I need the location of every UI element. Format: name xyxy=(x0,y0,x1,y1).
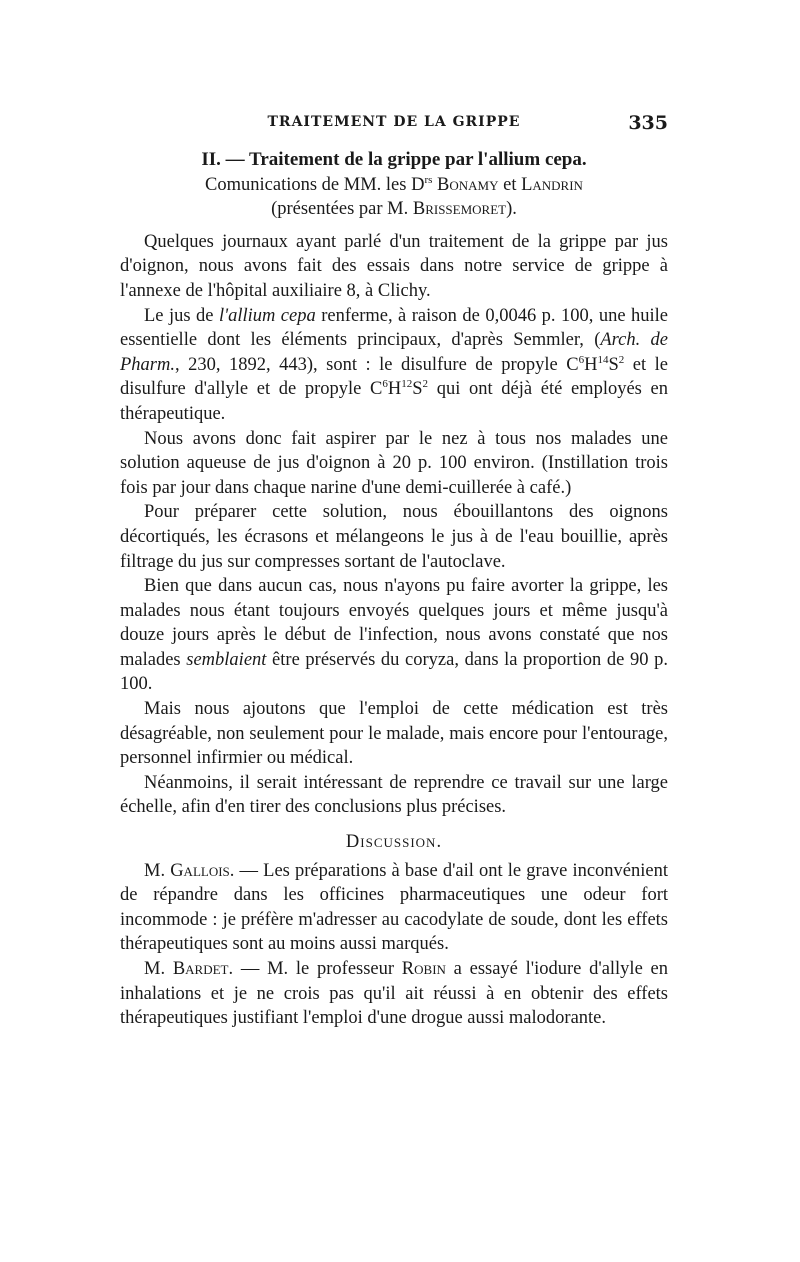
p2-n: 12 xyxy=(401,378,413,391)
speaker-gallois: M. Gallois. xyxy=(144,860,235,881)
p2-l: 6 xyxy=(382,378,388,391)
presenter-brissemoret: Brissemoret xyxy=(412,199,507,220)
byline-conj: et xyxy=(498,174,522,195)
p5-c: être préservés du coryza, dans la proportion de 90 p. 100. xyxy=(120,649,668,695)
bardet-a: — M. le professeur xyxy=(233,959,402,979)
p2-arch-pharm: Arch. de Pharm. xyxy=(120,330,668,375)
paragraph-6: Mais nous ajoutons que l'emploi de cette médication est très désagréable, non seulement pour le malade, mais encore pour l'entourage, personnel infirmier ou médical. xyxy=(120,699,668,769)
p2-g: H xyxy=(584,354,598,375)
byline-presenter xyxy=(120,197,668,222)
author-bonamy: Bonamy xyxy=(437,174,499,195)
p2-f: 6 xyxy=(578,353,585,366)
p2-a: Le jus de xyxy=(144,305,219,326)
discussion-gallois xyxy=(120,859,668,957)
name-robin: Robin xyxy=(401,959,446,979)
p2-allium-cepa: l'allium cepa xyxy=(218,305,316,326)
p2-i: S xyxy=(608,354,619,375)
p2-k: et le disulfure d'allyle et de propyle C xyxy=(120,354,668,400)
paragraph-3: Nous avons donc fait aspirer par le nez à tous nos malades une solution aqueuse de jus d'oignon à 20 p. 100 environ. (Instillation trois fois par jour dans chaque narine d'une demi-cuillerée à café.) xyxy=(120,428,668,498)
discussion-bardet xyxy=(120,957,668,1031)
paragraph-4: Pour préparer cette solution, nous ébouillantons des oignons décortiqués, les écrasons et mélangeons le jus à de l'eau bouillie, après filtrage du jus sur compresses sortant de l'autoclave. xyxy=(120,502,668,572)
presenter-prefix: (présentées par M. xyxy=(271,199,413,220)
page-body xyxy=(120,148,668,1031)
byline-authors xyxy=(120,173,668,198)
paragraph-1: Quelques journaux ayant parlé d'un traitement de la grippe par jus d'oignon, nous avons fait des essais dans notre service de grippe à l'annexe de l'hôpital auxiliaire 8, à Clichy. xyxy=(120,231,668,301)
byline-prefix: Comunications de MM. les D xyxy=(205,174,425,195)
p2-m: H xyxy=(387,379,402,400)
page-header xyxy=(120,114,668,138)
paragraph-7: Néanmoins, il serait intéressant de reprendre ce travail sur une large échelle, afin d'en tirer des conclusions plus précises. xyxy=(120,772,668,818)
paragraph-5 xyxy=(120,574,668,697)
p2-j: 2 xyxy=(618,353,625,366)
p5-semblaient: semblaient xyxy=(186,649,267,670)
discussion-heading: Discussion. xyxy=(345,832,443,853)
p2-c: renferme, à raison de 0,0046 p. 100, une huile essentielle dont les éléments principaux, d'après Semmler, ( xyxy=(120,305,669,351)
running-head: TRAITEMENT DE LA GRIPPE xyxy=(267,114,521,130)
p2-o: S xyxy=(412,379,423,400)
p2-h: 14 xyxy=(597,353,609,366)
p2-e: , 230, 1892, 443), sont : le disulfure de propyle C xyxy=(175,354,579,375)
presenter-suffix: ). xyxy=(506,199,517,220)
author-landrin: Landrin xyxy=(521,174,583,195)
p5-a: Bien que dans aucun cas, nous n'ayons pu faire avorter la grippe, les malades nous étant toujours envoyés quelques jours et même jusqu'à douze jours après le début de l'infection, nous avons constaté que nos malades xyxy=(120,576,668,670)
p2-p: 2 xyxy=(422,378,429,391)
gallois-text: — Les préparations à base d'ail ont le grave inconvénient de répandre dans les officines pharmaceutiques une odeur fort incommode : je préfère m'adresser au cacodylate de soude, dont les effets thérapeutiques sont au moins aussi marqués. xyxy=(120,860,669,955)
bardet-b: a essayé l'iodure d'allyle en inhalations et je ne crois pas qu'il ait réussi à en obtenir des effets thérapeutiques justifiant l'emploi d'une drogue aussi malodorante. xyxy=(120,959,668,1029)
paragraph-2 xyxy=(120,304,668,427)
byline-sup: rs xyxy=(424,173,433,186)
page-number: 335 xyxy=(628,112,668,134)
article-title: II. — Traitement de la grippe par l'allium cepa. xyxy=(201,149,587,170)
p2-q: qui ont déjà été employés en thérapeutique. xyxy=(120,379,668,424)
speaker-bardet: M. Bardet. xyxy=(144,959,234,979)
